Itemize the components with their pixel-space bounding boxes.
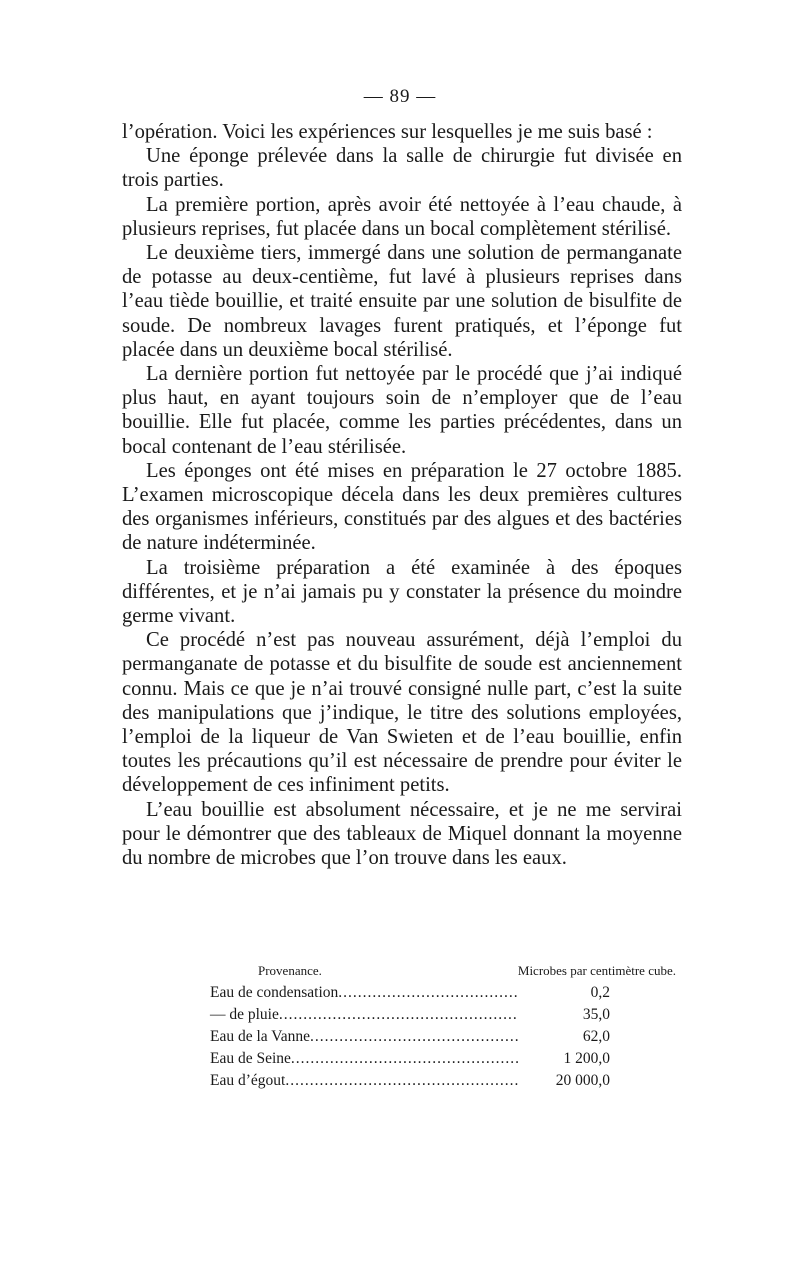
paragraph: La troisième préparation a été examinée à des époques différentes, et je n’ai jamais pu y constater la présence du moindre germe vivant. (122, 556, 682, 628)
row-label: Eau de Seine (210, 1050, 291, 1067)
paragraph: L’eau bouillie est absolument nécessaire, et je ne me servirai pour le démontrer que des tableaux de Miquel donnant la moyenne du nombre de microbes que l’on trouve dans les eaux. (122, 798, 682, 870)
microbe-table (210, 960, 676, 1092)
paragraph: La première portion, après avoir été nettoyée à l’eau chaude, à plusieurs reprises, fut placée dans un bocal complètement stérilisé. (122, 193, 682, 240)
leader-dots (285, 1070, 518, 1092)
leader-dots (338, 982, 518, 1004)
header-provenance: Provenance. (258, 963, 322, 978)
row-label: — de pluie (210, 1006, 279, 1023)
paragraph: l’opération. Voici les expériences sur lesquelles je me suis basé : (122, 121, 653, 143)
table-row (210, 1004, 610, 1026)
leader-dots (291, 1048, 518, 1070)
table-row (210, 1070, 610, 1092)
page-number: — 89 — (363, 86, 437, 107)
paragraph: Les éponges ont été mises en préparation le 27 octobre 1885. L’examen microscopique décela dans les deux premières cultures des organismes inférieurs, constitués par des algues et des bactéries de nature indéterminée. (122, 459, 682, 555)
body-text (122, 120, 682, 870)
row-label: Eau de la Vanne (210, 1028, 310, 1045)
paragraph: Une éponge prélevée dans la salle de chirurgie fut divisée en trois parties. (122, 145, 682, 192)
table-row (210, 1026, 610, 1048)
row-label: Eau d’égout (210, 1072, 286, 1089)
table-row (210, 1048, 610, 1070)
paragraph: Le deuxième tiers, immergé dans une solution de permanganate de potasse au deux-centième, fut lavé à plusieurs reprises dans l’eau tiède bouillie, et traité ensuite par une solution de bisulfite de soude. De nombreux lavages furent pratiqués, et l’éponge fut placée dans un deuxième bocal stérilisé. (122, 242, 682, 361)
row-label: Eau de condensation (210, 984, 339, 1001)
table-row (210, 982, 610, 1004)
leader-dots (279, 1004, 518, 1026)
leader-dots (310, 1026, 518, 1048)
row-value: 62,0 (582, 1028, 610, 1045)
row-value: 35,0 (582, 1006, 610, 1023)
row-value: 0,2 (590, 984, 610, 1001)
row-value: 20 000,0 (555, 1072, 610, 1089)
header-microbes: Microbes par centimètre cube. (517, 963, 676, 978)
table-header (210, 960, 676, 982)
paragraph: La dernière portion fut nettoyée par le procédé que j’ai indiqué plus haut, en ayant toujours soin de n’employer que de l’eau bouillie. Elle fut placée, comme les parties précédentes, dans un bocal contenant de l’eau stérilisée. (122, 363, 682, 458)
paragraph: Ce procédé n’est pas nouveau assurément, déjà l’emploi du permanganate de potasse et du bisulfite de soude est anciennement connu. Mais ce que je n’ai trouvé consigné nulle part, c’est la suite des manipulations que j’indique, le titre des solutions employées, l’emploi de la liqueur de Van Swieten et de l’eau bouillie, enfin toutes les précautions qu’il est nécessaire de prendre pour éviter le développement de ces infiniment petits. (122, 629, 682, 797)
row-value: 1 200,0 (563, 1050, 610, 1067)
